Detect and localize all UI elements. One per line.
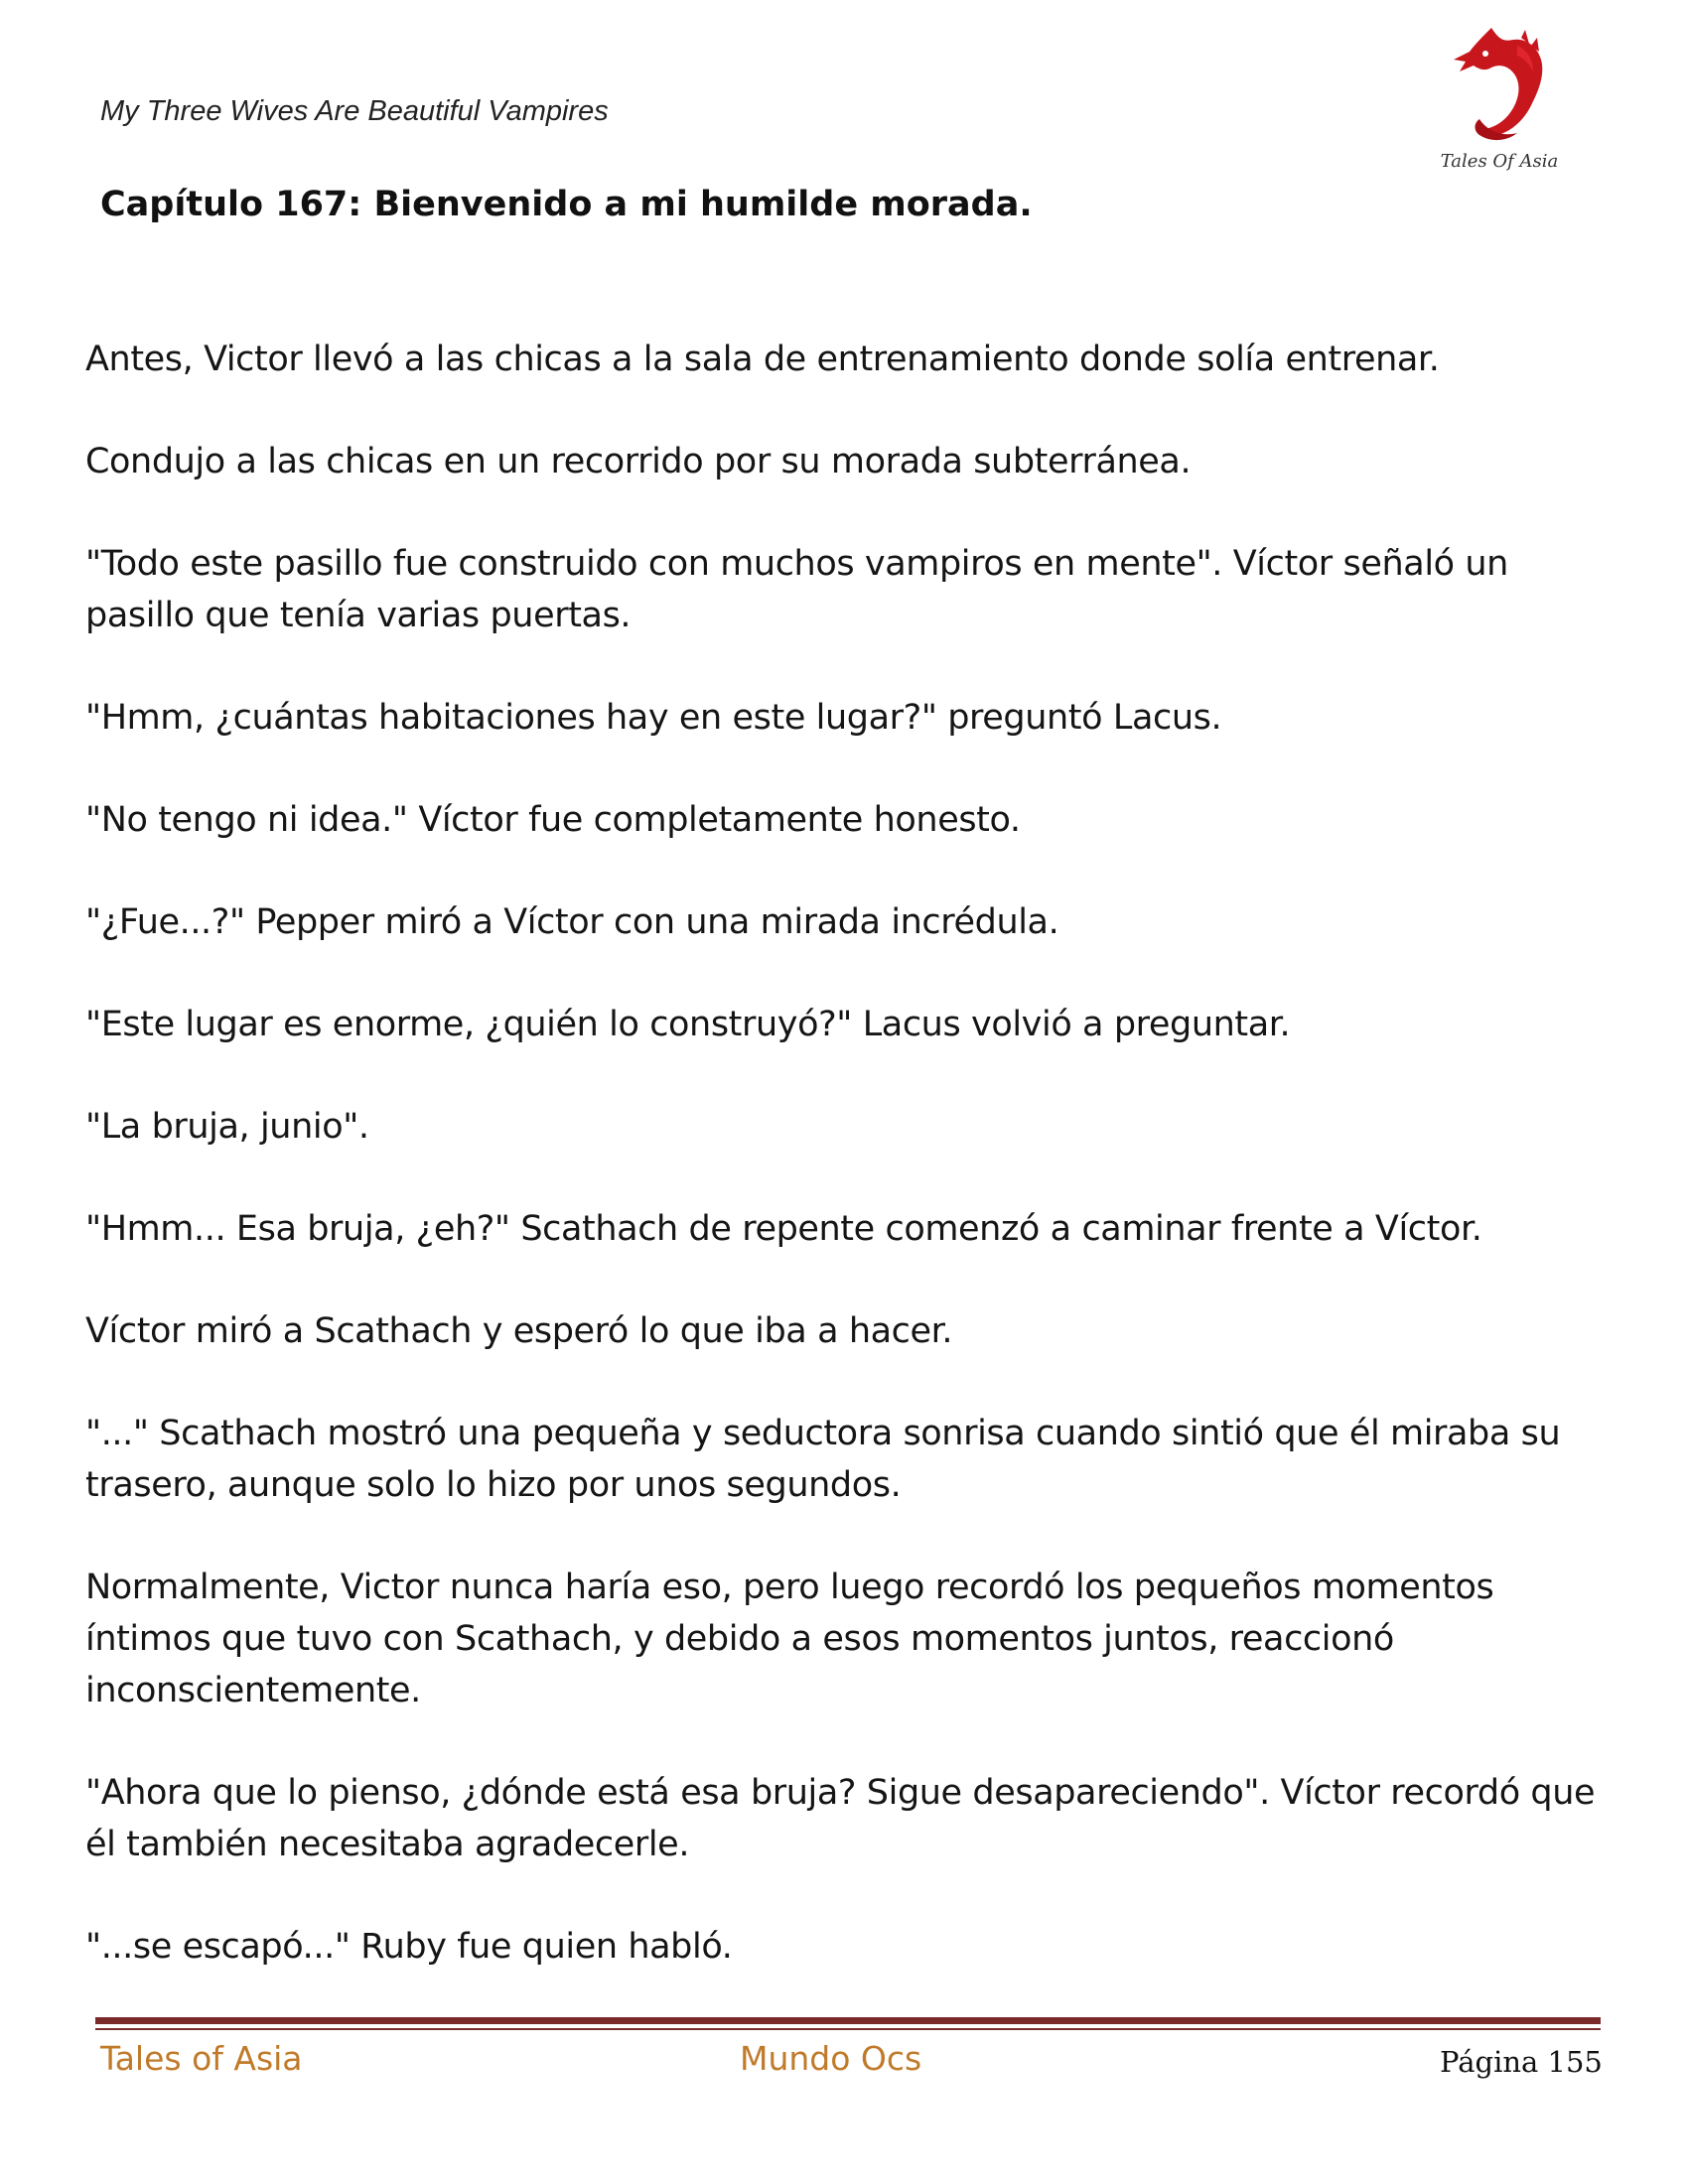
footer-site-name: Tales of Asia <box>100 2039 303 2078</box>
page-number: Página 155 <box>1440 2045 1603 2079</box>
paragraph: "...se escapó..." Ruby fue quien habló. <box>85 1927 733 1967</box>
paragraph: Antes, Victor llevó a las chicas a la sala de entrenamiento donde solía entrenar. <box>85 340 1440 379</box>
tales-of-asia-logo <box>1430 20 1569 179</box>
paragraph: "Este lugar es enorme, ¿quién lo construyó?" Lacus volvió a preguntar. <box>85 1005 1291 1044</box>
chapter-title: Capítulo 167: Bienvenido a mi humilde morada. <box>100 185 1033 224</box>
footer-section-name: Mundo Ocs <box>740 2039 922 2078</box>
paragraph: "..." Scathach mostró una pequeña y seductora sonrisa cuando sintió que él miraba su trasero, aunque solo lo hizo por unos segundos. <box>85 1414 1561 1505</box>
paragraph: "La bruja, junio". <box>85 1107 369 1147</box>
footer-rule-thin <box>95 2028 1601 2030</box>
paragraph: "Hmm, ¿cuántas habitaciones hay en este lugar?" preguntó Lacus. <box>85 698 1222 738</box>
logo-text: Tales Of Asia <box>1440 151 1559 172</box>
paragraph: "¿Fue...?" Pepper miró a Víctor con una mirada incrédula. <box>85 902 1059 942</box>
paragraph: Víctor miró a Scathach y esperó lo que iba a hacer. <box>85 1311 953 1351</box>
red-dragon-icon <box>1430 20 1569 149</box>
paragraph: "Todo este pasillo fue construido con muchos vampiros en mente". Víctor señaló un pasillo que tenía varias puertas. <box>85 544 1508 635</box>
paragraph: Condujo a las chicas en un recorrido por su morada subterránea. <box>85 442 1192 481</box>
paragraph: "No tengo ni idea." Víctor fue completamente honesto. <box>85 800 1021 840</box>
footer-rule-thick <box>95 2017 1601 2024</box>
chapter-body <box>85 334 1615 2023</box>
paragraph: "Ahora que lo pienso, ¿dónde está esa bruja? Sigue desapareciendo". Víctor recordó que él también necesitaba agradecerle. <box>85 1773 1596 1864</box>
paragraph: "Hmm... Esa bruja, ¿eh?" Scathach de repente comenzó a caminar frente a Víctor. <box>85 1209 1482 1249</box>
paragraph: Normalmente, Victor nunca haría eso, pero luego recordó los pequeños momentos íntimos que tuvo con Scathach, y debido a esos momentos juntos, reaccionó inconscientemente. <box>85 1568 1494 1710</box>
book-title: My Three Wives Are Beautiful Vampires <box>100 95 609 127</box>
